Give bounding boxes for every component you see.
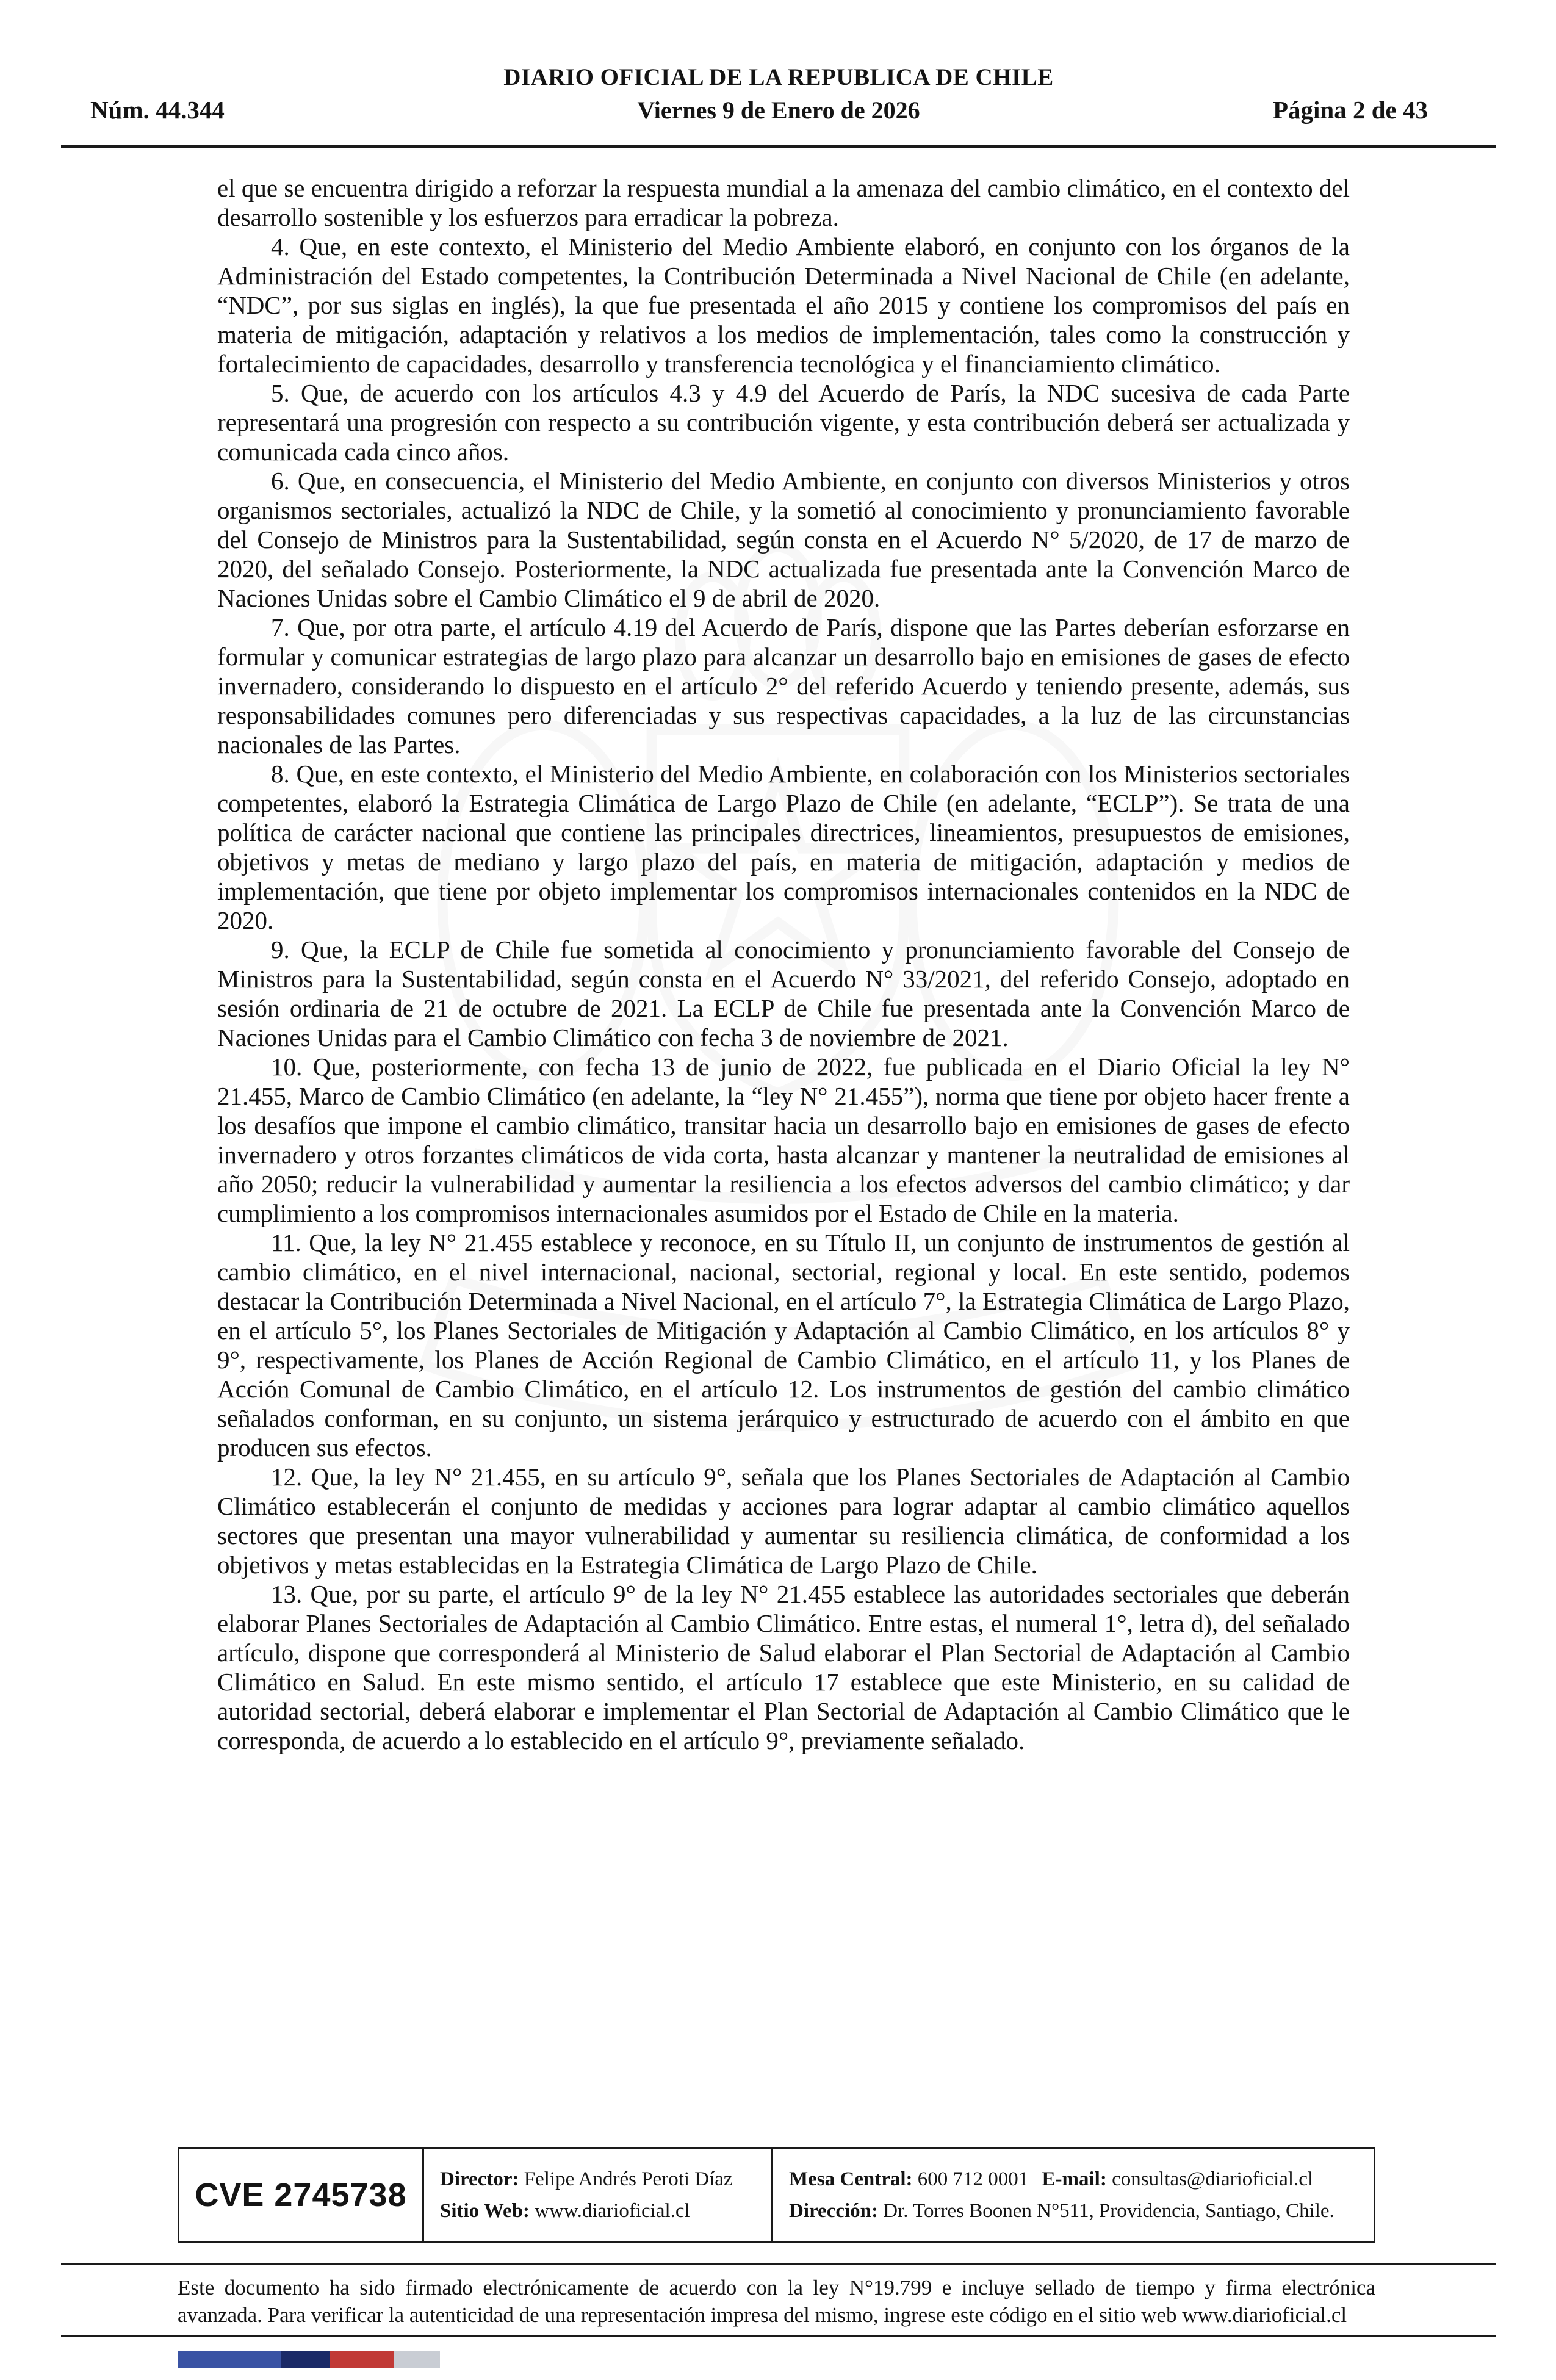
email-label: E-mail: [1042, 2168, 1107, 2190]
page-indicator: Página 2 de 43 [1273, 96, 1428, 124]
body-paragraph: 13. Que, por su parte, el artículo 9° de la ley N° 21.455 establece las autoridades sectoriales que deberán elaborar Planes Sectoriales de Adaptación al Cambio Climático. Entre estas, el numeral 1°, letra d), del señalado artículo, dispone que corresponderá al Ministerio de Salud elaborar el Plan Sectorial de Adaptación al Cambio Climático en Salud. En este mismo sentido, el artículo 17 establece que este Ministerio, en su calidad de autoridad sectorial, deberá elaborar e implementar el Plan Sectorial de Adaptación al Cambio Climático que le corresponda, de acuerdo a lo establecido en el artículo 9°, previamente señalado. [217, 1580, 1350, 1754]
director-label: Director: [440, 2168, 519, 2190]
website-label: Sitio Web: [440, 2200, 530, 2222]
website-value: www.diarioficial.cl [535, 2200, 690, 2222]
footer-phone-email-line [773, 2163, 1374, 2195]
footer-contact-left [422, 2149, 771, 2241]
body-paragraph: 11. Que, la ley N° 21.455 establece y reconoce, en su Título II, un conjunto de instrumentos de gestión al cambio climático, en el nivel internacional, nacional, sectorial, regional y local. En este sentido, podemos destacar la Contribución Determinada a Nivel Nacional, en el artículo 7°, la Estrategia Climática de Largo Plazo, en el artículo 5°, los Planes Sectoriales de Mitigación y Adaptación al Cambio Climático, en los artículos 8° y 9°, respectivamente, los Planes de Acción Regional de Cambio Climático, en el artículo 11, y los Planes de Acción Comunal de Cambio Climático, en el artículo 12. Los instrumentos de gestión del cambio climático señalados conforman, en su conjunto, un sistema jerárquico y estructurado de acuerdo con el ámbito en que producen sus efectos. [217, 1228, 1350, 1462]
footer-director-line [424, 2163, 771, 2195]
body-paragraph: 8. Que, en este contexto, el Ministerio del Medio Ambiente, en colaboración con los Ministerios sectoriales competentes, elaboró la Estrategia Climática de Largo Plazo de Chile (en adelante, “ECLP”). Se trata de una política de carácter nacional que contiene las principales directrices, lineamientos, presupuestos de emisiones, objetivos y metas de mediano y largo plazo del país, en materia de mitigación, adaptación y medios de implementación, que tiene por objeto implementar los compromisos internacionales contenidos en la NDC de 2020. [217, 760, 1350, 934]
body-paragraph: el que se encuentra dirigido a reforzar la respuesta mundial a la amenaza del cambio climático, en el contexto del desarrollo sostenible y los esfuerzos para erradicar la pobreza. [217, 174, 1350, 231]
body-paragraph: 9. Que, la ECLP de Chile fue sometida al conocimiento y pronunciamiento favorable del Consejo de Ministros para la Sustentabilidad, según consta en el Acuerdo N° 33/2021, del referido Consejo, adoptado en sesión ordinaria de 21 de octubre de 2021. La ECLP de Chile fue presentada ante la Convención Marco de Naciones Unidas para el Cambio Climático con fecha 3 de noviembre de 2021. [217, 936, 1350, 1051]
body-paragraph: 6. Que, en consecuencia, el Ministerio del Medio Ambiente, en conjunto con diversos Ministerios y otros organismos sectoriales, actualizó la NDC de Chile, y la sometió al conocimiento y pronunciamiento favorable del Consejo de Ministros para la Sustentabilidad, según consta en el Acuerdo N° 5/2020, de 17 de marzo de 2020, del señalado Consejo. Posteriormente, la NDC actualizada fue presentada ante la Convención Marco de Naciones Unidas sobre el Cambio Climático el 9 de abril de 2020. [217, 467, 1350, 612]
cve-code: CVE 2745738 [195, 2177, 407, 2213]
issue-number: Núm. 44.344 [90, 96, 225, 124]
body-paragraph: 10. Que, posteriormente, con fecha 13 de junio de 2022, fue publicada en el Diario Oficial la ley N° 21.455, Marco de Cambio Climático (en adelante, la “ley N° 21.455”), norma que tiene por objeto hacer frente a los desafíos que impone el cambio climático, transitar hacia un desarrollo bajo en emisiones de gases de efecto invernadero y otros forzantes climáticos de vida corta, hasta alcanzar y mantener la neutralidad de emisiones al año 2050; reducir la vulnerabilidad y aumentar la resiliencia a los efectos adversos del cambio climático; y dar cumplimiento a los compromisos internacionales asumidos por el Estado de Chile en la materia. [217, 1053, 1350, 1227]
footer-website-line [424, 2195, 771, 2227]
legal-bottom-divider [61, 2335, 1496, 2337]
legal-top-divider [61, 2263, 1496, 2265]
flag-segment-gray [394, 2351, 440, 2368]
flag-segment-red [330, 2351, 394, 2368]
body-paragraph: 4. Que, en este contexto, el Ministerio del Medio Ambiente elaboró, en conjunto con los órganos de la Administración del Estado competentes, la Contribución Determinada a Nivel Nacional de Chile (en adelante, “NDC”, por sus siglas en inglés), la que fue presentada el año 2015 y contiene los compromisos del país en materia de mitigación, adaptación y relativos a los medios de implementación, tales como la construcción y fortalecimiento de capacidades, desarrollo y transferencia tecnológica y el financiamiento climático. [217, 233, 1350, 378]
footer-address-line [773, 2195, 1374, 2227]
publication-title: DIARIO OFICIAL DE LA REPUBLICA DE CHILE [503, 64, 1054, 90]
document-body [217, 173, 1350, 1755]
publication-date: Viernes 9 de Enero de 2026 [637, 96, 920, 124]
cve-footer-box [178, 2147, 1375, 2243]
address-label: Dirección: [789, 2200, 879, 2222]
page-header [61, 63, 1496, 124]
email-value: consultas@diarioficial.cl [1112, 2168, 1314, 2190]
phone-label: Mesa Central: [789, 2168, 913, 2190]
header-divider [61, 145, 1496, 148]
address-value: Dr. Torres Boonen N°511, Providencia, Santiago, Chile. [883, 2200, 1334, 2222]
flag-segment-blue [178, 2351, 281, 2368]
footer-contact-right [771, 2149, 1374, 2241]
flag-segment-navy [281, 2351, 330, 2368]
body-paragraph: 7. Que, por otra parte, el artículo 4.19 del Acuerdo de París, dispone que las Partes deberían esforzarse en formular y comunicar estrategias de largo plazo para alcanzar un desarrollo bajo en emisiones de gases de efecto invernadero, considerando lo dispuesto en el artículo 2° del referido Acuerdo y teniendo presente, además, sus responsabilidades comunes pero diferenciadas y sus respectivas capacidades, a la luz de las circunstancias nacionales de las Partes. [217, 613, 1350, 759]
director-value: Felipe Andrés Peroti Díaz [524, 2168, 733, 2190]
legal-notice: Este documento ha sido firmado electrónicamente de acuerdo con la ley N°19.799 e incluye sellado de tiempo y firma electrónica avanzada. Para verificar la autenticidad de una representación impresa del mismo, ingrese este código en el sitio web www.diarioficial.cl [178, 2276, 1375, 2327]
phone-value: 600 712 0001 [917, 2168, 1029, 2190]
body-paragraph: 12. Que, la ley N° 21.455, en su artículo 9°, señala que los Planes Sectoriales de Adaptación al Cambio Climático establecerán el conjunto de medidas y acciones para lograr adaptar al cambio climático aquellos sectores que presentan una mayor vulnerabilidad y aumentar su resiliencia climática, de conformidad a los objetivos y metas establecidas en la Estrategia Climática de Largo Plazo de Chile. [217, 1463, 1350, 1579]
chile-flag-ribbon [178, 2351, 440, 2368]
body-paragraph: 5. Que, de acuerdo con los artículos 4.3 y 4.9 del Acuerdo de París, la NDC sucesiva de cada Parte representará una progresión con respecto a su contribución vigente, y esta contribución deberá ser actualizada y comunicada cada cinco años. [217, 379, 1350, 466]
